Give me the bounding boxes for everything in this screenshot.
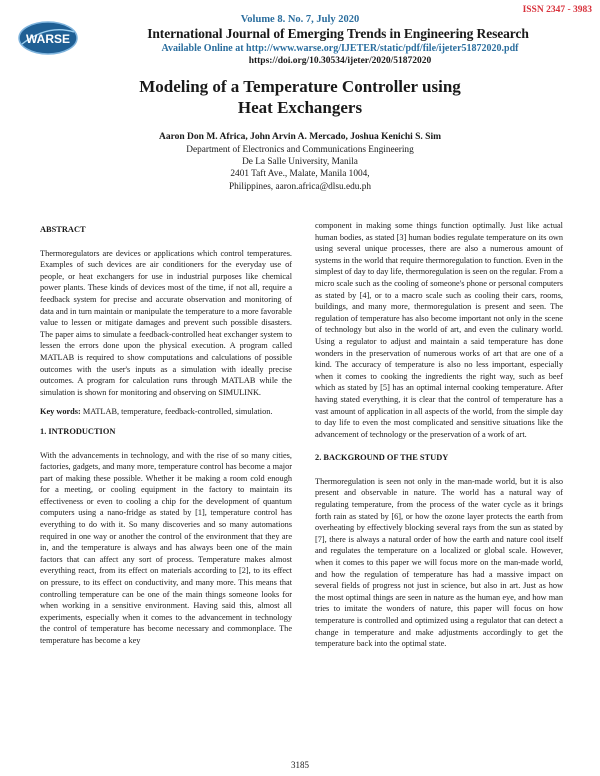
issn-label: ISSN 2347 - 3983 xyxy=(522,5,592,15)
abstract-heading: ABSTRACT xyxy=(40,225,86,234)
background-text: Thermoregulation is seen not only in the man-made world, but it is also present and observable in nature. The world has a natural way of regulating temperature, from the process of the water cycle as it brings forth rain as stated by [6], or how the ozone layer protects the earth from overheating by effectively blocking several rays from the sun as stated by [7], there is always a natural order of how the earth and nature cool itself and regulates the temperature on a localized or global scale. However, when it comes to this paper we will focus more on the man-made world, and how the regulation of temperature has had a massive impact on several fields of progress not just in science, but also in art. Just as how the most optimal things are seen in nature as the human eye, and how man tries to imitate the wonders of nature, this paper will focus on how temperature is controlled and optimized using a regulator that can detect a change in temperature and make adjustments accordingly to get the temperature back into the optimal state. xyxy=(315,476,563,649)
journal-title: International Journal of Emerging Trends in Engineering Research xyxy=(147,26,529,41)
introduction-continuation: component in making some things function optimally. Just like actual human bodies, as stated [3] human bodies regulate temperature on its own using several unique processes, there are also a numerous amount of systems in the world that require thermoregulation to function. Even in the simplest of day to day life, thermoregulation is seen on the regular. From a micro scale such as the cooling of someone's phone or personal computers as stated by [4], or to a macro scale such as cooling their cars, rooms, buildings, and many more, thermoregulation is present and seen. The regulation of temperature has also become important not only in the scene of technology but also in the world of art, and even the culinary world. Using a regulator to adjust and maintain a said temperature has done wonders in the preservation of numerous works of art that are one of a kind. The accuracy of temperature is also no less important, especially when it comes to cooking the ingredients the right way, such as beef which as stated by [5] has an optimal internal cooking temperature. After having stated everything, it is clear that the control of temperature has a vast amount of application in all aspects of the world, from the simple day to day life to even the most complicated and sensitive situations like the advancement of technology or the preservation of a work of art. xyxy=(315,221,563,439)
doi-link[interactable]: https://doi.org/10.30534/ijeter/2020/51872020 xyxy=(248,56,432,66)
volume-line: Volume 8. No. 7, July 2020 xyxy=(240,14,360,25)
keywords xyxy=(40,406,292,418)
logo-text: WARSE xyxy=(25,32,71,46)
keywords-label: Key words: xyxy=(40,407,81,417)
authors: Aaron Don M. Africa, John Arvin A. Mercado, Joshua Kenichi S. Sim xyxy=(158,132,442,142)
affiliation xyxy=(0,144,600,193)
affiliation-line: Philippines, aaron.africa@dlsu.edu.ph xyxy=(228,181,372,192)
page-number: 3185 xyxy=(291,760,309,770)
affiliation-line: De La Salle University, Manila xyxy=(242,157,358,168)
paper-title xyxy=(0,76,600,118)
introduction-text: With the advancements in technology, and with the rise of so many cities, factories, gadgets, and many more, temperature control has become a major part of making these possible. Whether it be making a room cold enough for a meeting, or cooling equipment in the factory to maintain its effectiveness or even to cooling a chip for the development of quantum computers using a nano-fridge as stated by [1], temperature control has everything to do with it. So many discoveries and so many automations required in one way or another the control of the environment that they are in, and the temperature is always and has always been one of the main factors that can affect any sort of process. Temperature makes almost everything react, from its effect on materials according to [2], to its effect on pressure, to its effect on conductivity, and many more. This means that controlling temperature can be one of the main things someone looks for when working in a sensitive environment. Having said this, almost all experiments, especially when it comes to the advancement in technology the control of temperature has become necessary and commonplace. The temperature has become a key xyxy=(40,450,292,645)
paper-title-line-1: Modeling of a Temperature Controller using xyxy=(139,77,461,96)
left-column xyxy=(40,224,292,647)
background-heading: 2. BACKGROUND OF THE STUDY xyxy=(315,453,449,463)
affiliation-line: 2401 Taft Ave., Malate, Manila 1004, xyxy=(230,169,370,180)
keywords-text: MATLAB, temperature, feedback-controlled, simulation. xyxy=(80,407,273,417)
introduction-heading: 1. INTRODUCTION xyxy=(40,426,116,436)
paper-title-line-2: Heat Exchangers xyxy=(237,98,363,117)
affiliation-line: Department of Electronics and Communications Engineering xyxy=(186,145,414,155)
right-column xyxy=(315,220,563,650)
abstract-text: Thermoregulators are devices or applications which control temperatures. Examples of such devices are air conditioners for the everyday use of people, or heat exchangers for use in industrial purposes like chemical power plants. These kinds of devices most of the time, if not all, require a feedback system for precise and accurate observation and monitoring of data and in turn maintain or manipulate the temperature to a more favorable value to lessen or mitigate damages and prevent such possible disasters. The paper aims to simulate a feedback-controlled heat exchanger system to lessen the errors done upon the physical execution. A program called MATLAB is required to show computations and calculations of possible outcomes with the user's inputs as a simulation with ideally precise outcomes. A program for calculation runs through MATLAB while the simulation is shown for monitoring and observing on SIMULINK. xyxy=(40,248,292,397)
online-link[interactable]: Available Online at http://www.warse.org/IJETER/static/pdf/file/ijeter51872020.pdf xyxy=(161,43,519,54)
